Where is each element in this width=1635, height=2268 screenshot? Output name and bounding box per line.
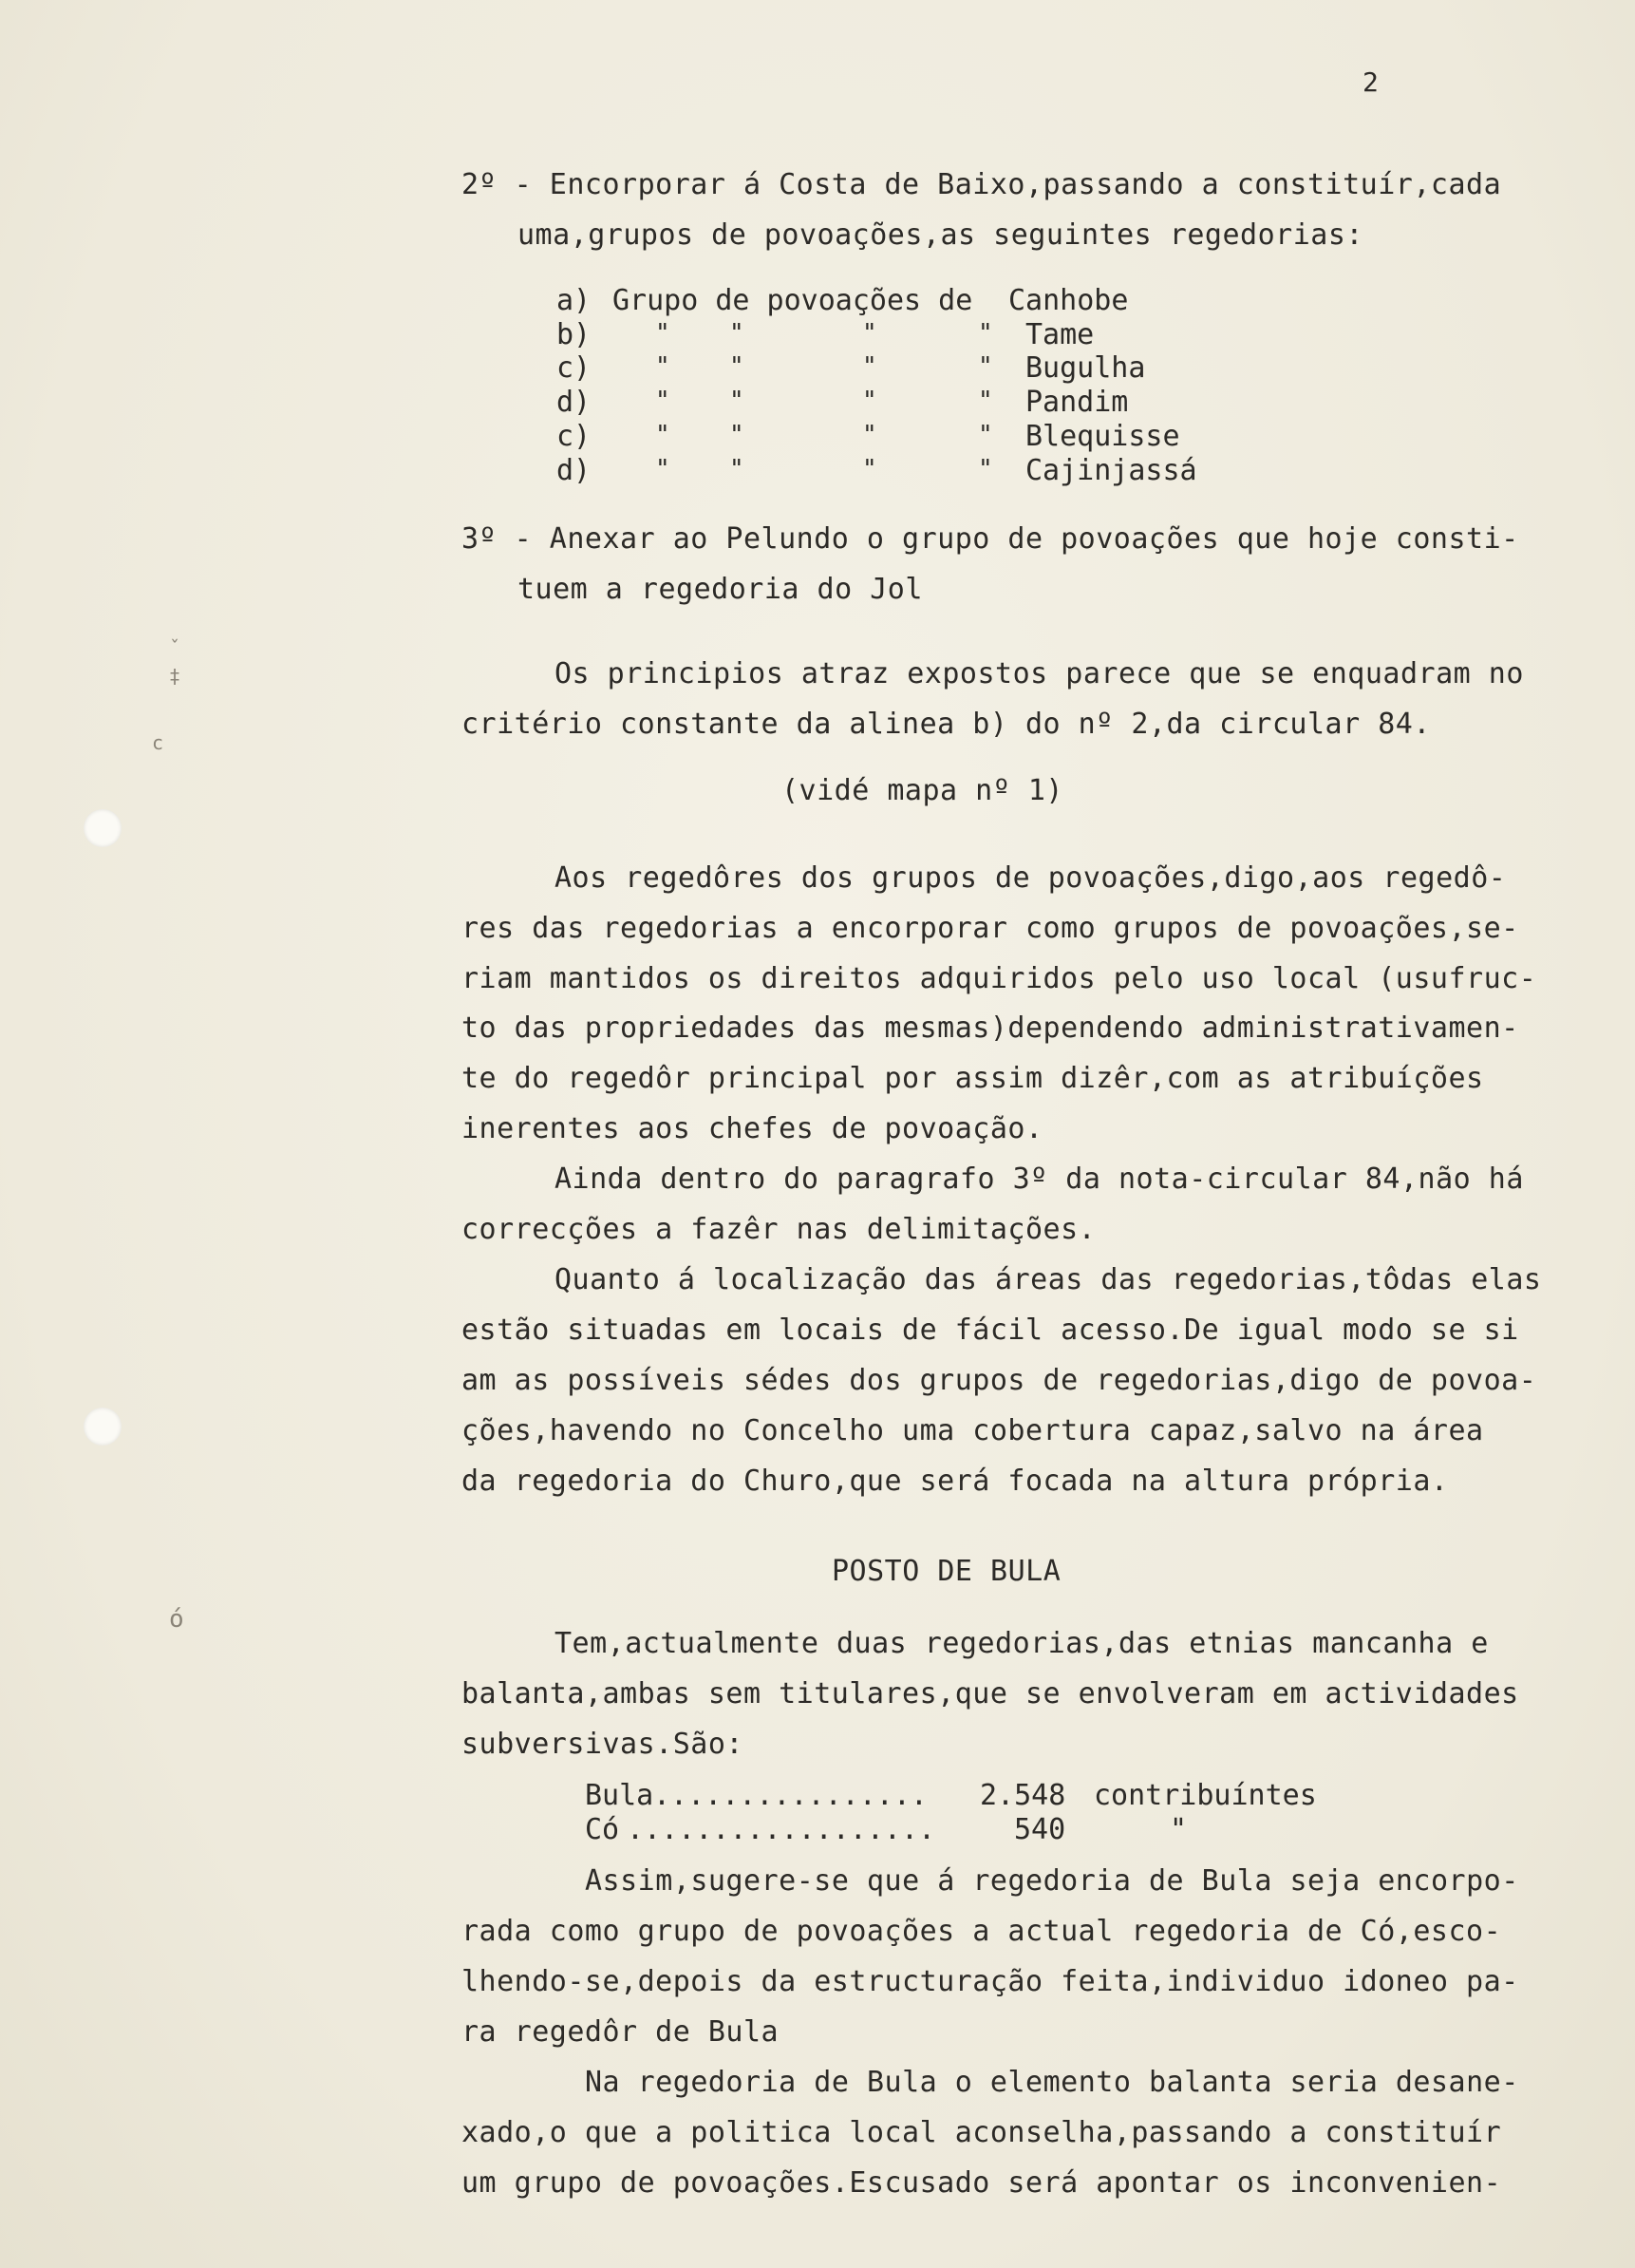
ditto-mark: " (862, 421, 877, 449)
ditto-mark: " (729, 421, 744, 449)
margin-mark: ó (169, 1605, 184, 1634)
para4-line-3: am as possíveis sédes dos grupos de regedorias,digo de povoa- (461, 1364, 1537, 1397)
list-label: b) (556, 318, 592, 351)
para6-line-1: Assim,sugere-se que á regedoria de Bula seja encorpo- (585, 1864, 1519, 1898)
map-reference: (vidé mapa nº 1) (781, 774, 1063, 807)
para3-line-2: correcções a fazêr nas delimitações. (461, 1213, 1097, 1246)
para5-line-3: subversivas.São: (461, 1728, 743, 1761)
contrib-value: 2.548 (980, 1779, 1066, 1812)
para7-line-1: Na regedoria de Bula o elemento balanta seria desane- (585, 2066, 1519, 2099)
margin-mark: c (152, 731, 164, 754)
list-name: Pandim (1025, 386, 1129, 419)
para4-line-5: da regedoria do Churo,que será focada na altura própria. (461, 1465, 1449, 1498)
list-label: c) (556, 351, 592, 385)
para6-line-3: lhendo-se,depois da estructuração feita,individuo idoneo pa- (461, 1965, 1519, 1998)
para6-line-2: rada como grupo de povoações a actual regedoria de Có,esco- (461, 1915, 1502, 1948)
contrib-value: 540 (1014, 1813, 1066, 1846)
para5-line-2: balanta,ambas sem titulares,que se envolveram em actividades (461, 1677, 1519, 1710)
para4-line-1: Quanto á localização das áreas das regedorias,tôdas elas (554, 1263, 1542, 1296)
para1-line-2: critério constante da alinea b) do nº 2,da circular 84. (461, 708, 1431, 741)
ditto-mark: " (729, 455, 744, 483)
item3-line-2: tuem a regedoria do Jol (517, 573, 923, 606)
para2-line-6: inerentes aos chefes de povoação. (461, 1112, 1043, 1145)
ditto-mark: " (729, 319, 744, 348)
ditto-mark: " (978, 421, 993, 449)
para2-line-4: to das propriedades das mesmas)dependendo administrativamen- (461, 1011, 1519, 1045)
para7-line-2: xado,o que a politica local aconselha,passando a constituír (461, 2116, 1502, 2149)
item2-line-1: 2º - Encorporar á Costa de Baixo,passando a constituír,cada (461, 168, 1502, 201)
ditto-mark: " (862, 455, 877, 483)
page-number: 2 (1362, 66, 1379, 98)
para4-line-2: estão situadas em locais de fácil acesso.De igual modo se si (461, 1314, 1519, 1347)
ditto-mark: " (862, 387, 877, 415)
list-name: Tame (1025, 318, 1095, 351)
list-name: Blequisse (1025, 420, 1180, 453)
ditto-mark: " (862, 352, 877, 381)
para7-line-3: um grupo de povoações.Escusado será apontar os inconvenien- (461, 2166, 1502, 2200)
para6-line-4: ra regedôr de Bula (461, 2015, 780, 2049)
para2-line-5: te do regedôr principal por assim dizêr,com as atribuíções (461, 1062, 1484, 1095)
list-label: d) (556, 454, 592, 487)
punch-hole-top (84, 809, 122, 847)
ditto-mark: " (729, 352, 744, 381)
list-label: a) (556, 284, 592, 317)
punch-hole-bottom (84, 1408, 122, 1446)
ditto-mark: " (729, 387, 744, 415)
ditto-mark: " (978, 352, 993, 381)
para4-line-4: ções,havendo no Concelho uma cobertura capaz,salvo na área (461, 1414, 1484, 1447)
contrib-leader: .................. (627, 1813, 936, 1846)
list-name: Canhobe (1008, 284, 1129, 317)
contrib-unit: contribuíntes (1094, 1779, 1317, 1812)
ditto-mark: " (978, 387, 993, 415)
ditto-mark: " (655, 352, 670, 381)
para5-line-1: Tem,actualmente duas regedorias,das etnias mancanha e (554, 1627, 1489, 1660)
list-label: c) (556, 420, 592, 453)
list-name: Cajinjassá (1025, 454, 1197, 487)
list-name: Bugulha (1025, 351, 1146, 385)
margin-mark: ‡ (169, 665, 181, 688)
section-title: POSTO DE BULA (832, 1555, 1062, 1588)
list-label: d) (556, 386, 592, 419)
item3-line-1: 3º - Anexar ao Pelundo o grupo de povoações que hoje consti- (461, 522, 1519, 556)
margin-mark: ˇ (169, 636, 181, 659)
contrib-unit: " (1170, 1813, 1188, 1846)
para2-line-3: riam mantidos os direitos adquiridos pelo uso local (usufruc- (461, 962, 1537, 995)
ditto-mark: " (655, 421, 670, 449)
ditto-mark: " (862, 319, 877, 348)
ditto-mark: " (978, 319, 993, 348)
contrib-leader: ................ (653, 1779, 928, 1812)
para2-line-2: res das regedorias a encorporar como grupos de povoações,se- (461, 912, 1519, 945)
list-text: Grupo de povoações de (612, 284, 973, 317)
para2-line-1: Aos regedôres dos grupos de povoações,digo,aos regedô- (554, 861, 1507, 895)
ditto-mark: " (655, 387, 670, 415)
ditto-mark: " (978, 455, 993, 483)
para1-line-1: Os principios atraz expostos parece que se enquadram no (554, 657, 1524, 690)
contrib-name: Có (585, 1813, 620, 1846)
item2-line-2: uma,grupos de povoações,as seguintes regedorias: (517, 218, 1363, 252)
ditto-mark: " (655, 319, 670, 348)
ditto-mark: " (655, 455, 670, 483)
para3-line-1: Ainda dentro do paragrafo 3º da nota-circular 84,não há (554, 1162, 1524, 1196)
contrib-name: Bula (585, 1779, 654, 1812)
